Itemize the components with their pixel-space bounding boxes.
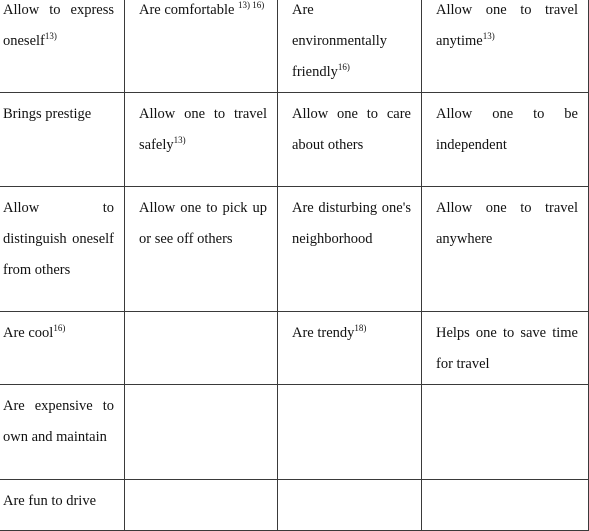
footnote-ref: 13): [44, 31, 57, 41]
table-cell: [125, 385, 278, 480]
cell-text: Are disturbing one's neighborhood: [292, 200, 411, 247]
table-cell: [422, 385, 589, 480]
table-cell: [278, 480, 422, 531]
table-row: [0, 480, 589, 531]
table-cell: [422, 312, 589, 385]
cell-text: Are cool: [3, 325, 54, 341]
cell-text: Helps one to save time for travel: [436, 325, 578, 372]
table-row: [0, 93, 589, 187]
cell-text: Allow one to travel safely: [139, 106, 267, 153]
table-row: [0, 187, 589, 312]
table-cell: [278, 0, 422, 93]
table-cell: [278, 312, 422, 385]
table-cell: [125, 187, 278, 312]
cell-text: Allow one to travel anywhere: [436, 200, 578, 247]
footnote-ref: 16): [337, 62, 350, 72]
cell-text: Allow to express oneself: [3, 2, 114, 49]
footnote-ref: 18): [354, 323, 367, 333]
cell-text: Brings prestige: [3, 106, 92, 122]
table-cell: [125, 0, 278, 93]
cell-text: Are environmentally friendly: [292, 2, 388, 80]
cell-text: Are fun to drive: [3, 493, 97, 509]
table-cell: [125, 93, 278, 187]
table-cell: [125, 480, 278, 531]
cell-text: Are trendy: [292, 325, 355, 341]
cell-text: Are comfortable: [139, 2, 235, 18]
table-cell: [422, 187, 589, 312]
footnote-ref: 13): [482, 31, 495, 41]
table-row: [0, 385, 589, 480]
table-cell: [125, 312, 278, 385]
cell-text: Allow one to travel anytime: [436, 2, 578, 49]
cell-text: Allow one to care about others: [292, 106, 411, 153]
cell-text: Allow one to be independent: [436, 106, 578, 153]
table-cell: [0, 385, 125, 480]
table-cell: [0, 0, 125, 93]
table-cell: [0, 480, 125, 531]
table-cell: [278, 385, 422, 480]
footnote-ref: 16): [53, 323, 66, 333]
table-row: [0, 0, 589, 93]
table-row: [0, 312, 589, 385]
table-cell: [422, 93, 589, 187]
table-cell: [278, 93, 422, 187]
table-cell: [0, 312, 125, 385]
cell-text: Allow to distinguish oneself from others: [3, 200, 114, 278]
footnote-ref: 13) 16): [238, 0, 265, 10]
footnote-ref: 13): [173, 135, 186, 145]
table-cell: [422, 0, 589, 93]
cell-text: Allow one to pick up or see off others: [139, 200, 267, 247]
table-cell: [278, 187, 422, 312]
table-cell: [0, 93, 125, 187]
cell-text: Are expensive to own and maintain: [3, 398, 114, 445]
table-cell: [0, 187, 125, 312]
table-cell: [422, 480, 589, 531]
